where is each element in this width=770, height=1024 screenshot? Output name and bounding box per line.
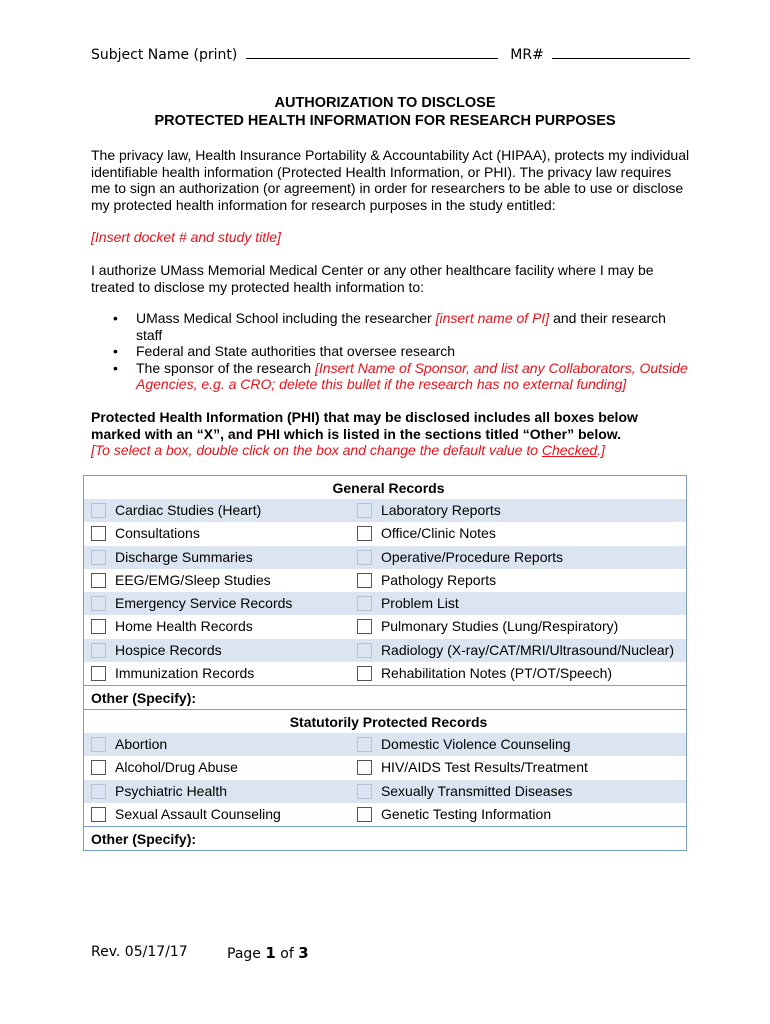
- authorize-paragraph: I authorize UMass Memorial Medical Center or any other healthcare facility where I may be treated to disclose my protected health information to:: [91, 262, 654, 295]
- checkbox[interactable]: [91, 807, 106, 822]
- checkbox[interactable]: [91, 666, 106, 681]
- table-row: [84, 639, 687, 662]
- checkbox[interactable]: [91, 784, 106, 799]
- phi-note-bold: Protected Health Information (PHI) that may be disclosed includes all boxes below marked with an “X”, and PHI which is listed in the sections titled “Other” below.: [91, 409, 638, 442]
- phi-instruction-text: [To select a box, double click on the box and change the default value to: [91, 442, 542, 458]
- table-row: [84, 803, 687, 827]
- checkbox[interactable]: [91, 526, 106, 541]
- subject-name-field[interactable]: [246, 46, 498, 59]
- table-row: [84, 499, 687, 522]
- checkbox[interactable]: [357, 550, 372, 565]
- statutory-records-heading: Statutorily Protected Records: [84, 710, 687, 734]
- checkbox[interactable]: [357, 526, 372, 541]
- record-option[interactable]: HIV/AIDS Test Results/Treatment: [350, 756, 687, 779]
- record-option[interactable]: Problem List: [350, 592, 687, 615]
- checkbox[interactable]: [357, 807, 372, 822]
- mr-field[interactable]: [552, 46, 690, 59]
- title-line-2: PROTECTED HEALTH INFORMATION FOR RESEARCH PURPOSES: [154, 113, 616, 129]
- checkbox[interactable]: [357, 760, 372, 775]
- record-option[interactable]: Genetic Testing Information: [350, 803, 687, 827]
- table-row: [84, 662, 687, 686]
- record-option[interactable]: Home Health Records: [84, 615, 350, 638]
- page-number: 1: [265, 944, 276, 962]
- record-option[interactable]: Rehabilitation Notes (PT/OT/Speech): [350, 662, 687, 686]
- record-option[interactable]: Pathology Reports: [350, 569, 687, 592]
- record-option[interactable]: Discharge Summaries: [84, 546, 350, 569]
- checkbox[interactable]: [91, 619, 106, 634]
- records-table: [83, 475, 687, 851]
- pi-placeholder: [insert name of PI]: [435, 310, 550, 326]
- phi-instruction: [91, 442, 605, 458]
- table-row: [84, 756, 687, 779]
- checkbox[interactable]: [91, 596, 106, 611]
- checkbox[interactable]: [357, 643, 372, 658]
- recipient-list: [91, 310, 691, 393]
- record-option[interactable]: Pulmonary Studies (Lung/Respiratory): [350, 615, 687, 638]
- checkbox[interactable]: [91, 643, 106, 658]
- table-row: [84, 733, 687, 756]
- table-row: [84, 546, 687, 569]
- subject-header: [91, 46, 691, 63]
- bullet-icon: •: [113, 343, 118, 359]
- subject-name-label: Subject Name (print): [91, 47, 238, 63]
- record-option[interactable]: Hospice Records: [84, 639, 350, 662]
- record-option[interactable]: EEG/EMG/Sleep Studies: [84, 569, 350, 592]
- page-total: 3: [298, 944, 309, 962]
- record-option[interactable]: Office/Clinic Notes: [350, 522, 687, 545]
- checked-word: Checked: [541, 442, 598, 458]
- record-option[interactable]: Domestic Violence Counseling: [350, 733, 687, 756]
- table-row: [84, 780, 687, 803]
- record-option[interactable]: Sexual Assault Counseling: [84, 803, 350, 827]
- intro-paragraph: The privacy law, Health Insurance Portability & Accountability Act (HIPAA), protects my individual identifiable health information (Protected Health Information, or PHI). The privacy law requires me to sign an authorization (or agreement) in order for researchers to be able to use or disclose my protected health information for research purposes in the study entitled:: [91, 147, 690, 213]
- checkbox[interactable]: [91, 550, 106, 565]
- list-item: [91, 310, 691, 343]
- checkbox[interactable]: [357, 737, 372, 752]
- record-option[interactable]: Radiology (X-ray/CAT/MRI/Ultrasound/Nuclear): [350, 639, 687, 662]
- checkbox[interactable]: [357, 573, 372, 588]
- record-option[interactable]: Operative/Procedure Reports: [350, 546, 687, 569]
- checkbox[interactable]: [357, 619, 372, 634]
- general-records-heading: General Records: [84, 476, 687, 500]
- bullet-text: The sponsor of the research: [136, 359, 315, 376]
- bullet-icon: •: [113, 310, 118, 326]
- record-option[interactable]: Cardiac Studies (Heart): [84, 499, 350, 522]
- record-option[interactable]: Laboratory Reports: [350, 499, 687, 522]
- page-footer: [91, 944, 491, 960]
- phi-note: [91, 409, 691, 459]
- mr-label: MR#: [510, 47, 544, 63]
- general-other-specify[interactable]: Other (Specify):: [84, 686, 687, 710]
- statutory-other-specify[interactable]: Other (Specify):: [84, 827, 687, 851]
- table-row: [84, 592, 687, 615]
- bullet-text: and their research staff: [136, 310, 666, 343]
- revision-date: Rev. 05/17/17: [91, 944, 188, 960]
- list-item: [91, 360, 691, 393]
- checkbox[interactable]: [91, 573, 106, 588]
- record-option[interactable]: Sexually Transmitted Diseases: [350, 780, 687, 803]
- table-row: [84, 522, 687, 545]
- record-option[interactable]: Emergency Service Records: [84, 592, 350, 615]
- checkbox[interactable]: [357, 596, 372, 611]
- list-item: [91, 343, 691, 360]
- checkbox[interactable]: [91, 737, 106, 752]
- table-row: [84, 569, 687, 592]
- bullet-icon: •: [113, 359, 118, 376]
- title-line-1: AUTHORIZATION TO DISCLOSE: [274, 95, 496, 111]
- record-option[interactable]: Consultations: [84, 522, 350, 545]
- table-row: [84, 615, 687, 638]
- record-option[interactable]: Psychiatric Health: [84, 780, 350, 803]
- sponsor-placeholder: [Insert Name of Sponsor, and list any Collaborators, Outside Agencies, e.g. a CRO; delete this bullet if the research has no external funding]: [136, 359, 688, 392]
- checkbox[interactable]: [357, 503, 372, 518]
- record-option[interactable]: Alcohol/Drug Abuse: [84, 756, 350, 779]
- checkbox[interactable]: [91, 503, 106, 518]
- checkbox[interactable]: [357, 666, 372, 681]
- bullet-text: Federal and State authorities that oversee research: [136, 343, 456, 359]
- page-indicator: Page 1 of 3: [227, 944, 309, 962]
- record-option[interactable]: Abortion: [84, 733, 350, 756]
- bullet-text: UMass Medical School including the researcher: [136, 310, 436, 326]
- record-option[interactable]: Immunization Records: [84, 662, 350, 686]
- checkbox[interactable]: [91, 760, 106, 775]
- docket-placeholder: [Insert docket # and study title]: [91, 229, 281, 245]
- phi-instruction-end: .]: [597, 442, 605, 458]
- checkbox[interactable]: [357, 784, 372, 799]
